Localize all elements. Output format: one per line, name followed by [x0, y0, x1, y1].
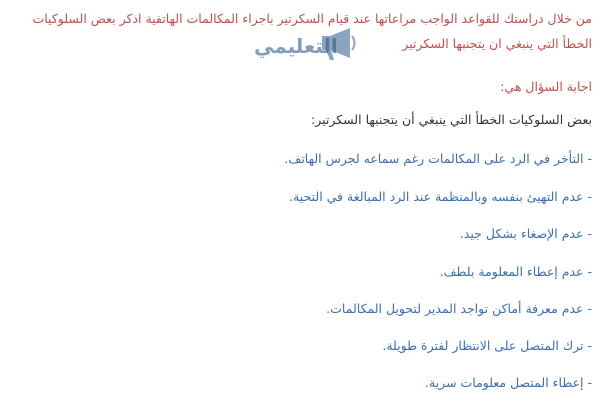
list-item: - عدم إعطاء المعلومة بلطف.	[439, 264, 592, 279]
watermark-text: التعليمي	[254, 34, 338, 58]
list-item: - عدم التهيئ بنفسه وبالمنظمة عند الرد المبالغة في التحية.	[289, 189, 592, 204]
question-text: من خلال دراستك للقواعد الواجب مراعاتها عند قيام السكرتير باجراء المكالمات الهاتفية اذكر بعض السلوكيات الخطأ التي ينبغي ان يتجنبها السكرتير	[32, 11, 592, 51]
list-item: - عدم معرفة أماكن تواجد المدير لتحويل المكالمات.	[326, 301, 592, 316]
intro-text: بعض السلوكيات الخطأ التي ينبغي أن يتجنبها السكرتير:	[311, 112, 592, 127]
list-item: - ترك المتصل على الانتظار لفترة طويلة.	[382, 338, 592, 353]
site-watermark	[250, 24, 360, 66]
list-item: - إعطاء المتصل معلومات سرية.	[425, 375, 592, 390]
list-item: - عدم الإصغاء بشكل جيد.	[459, 226, 592, 241]
list-item: - التأخر في الرد على المكالمات رغم سماعه لجرس الهاتف.	[284, 151, 592, 166]
answer-label: اجابة السؤال هي:	[500, 79, 592, 94]
